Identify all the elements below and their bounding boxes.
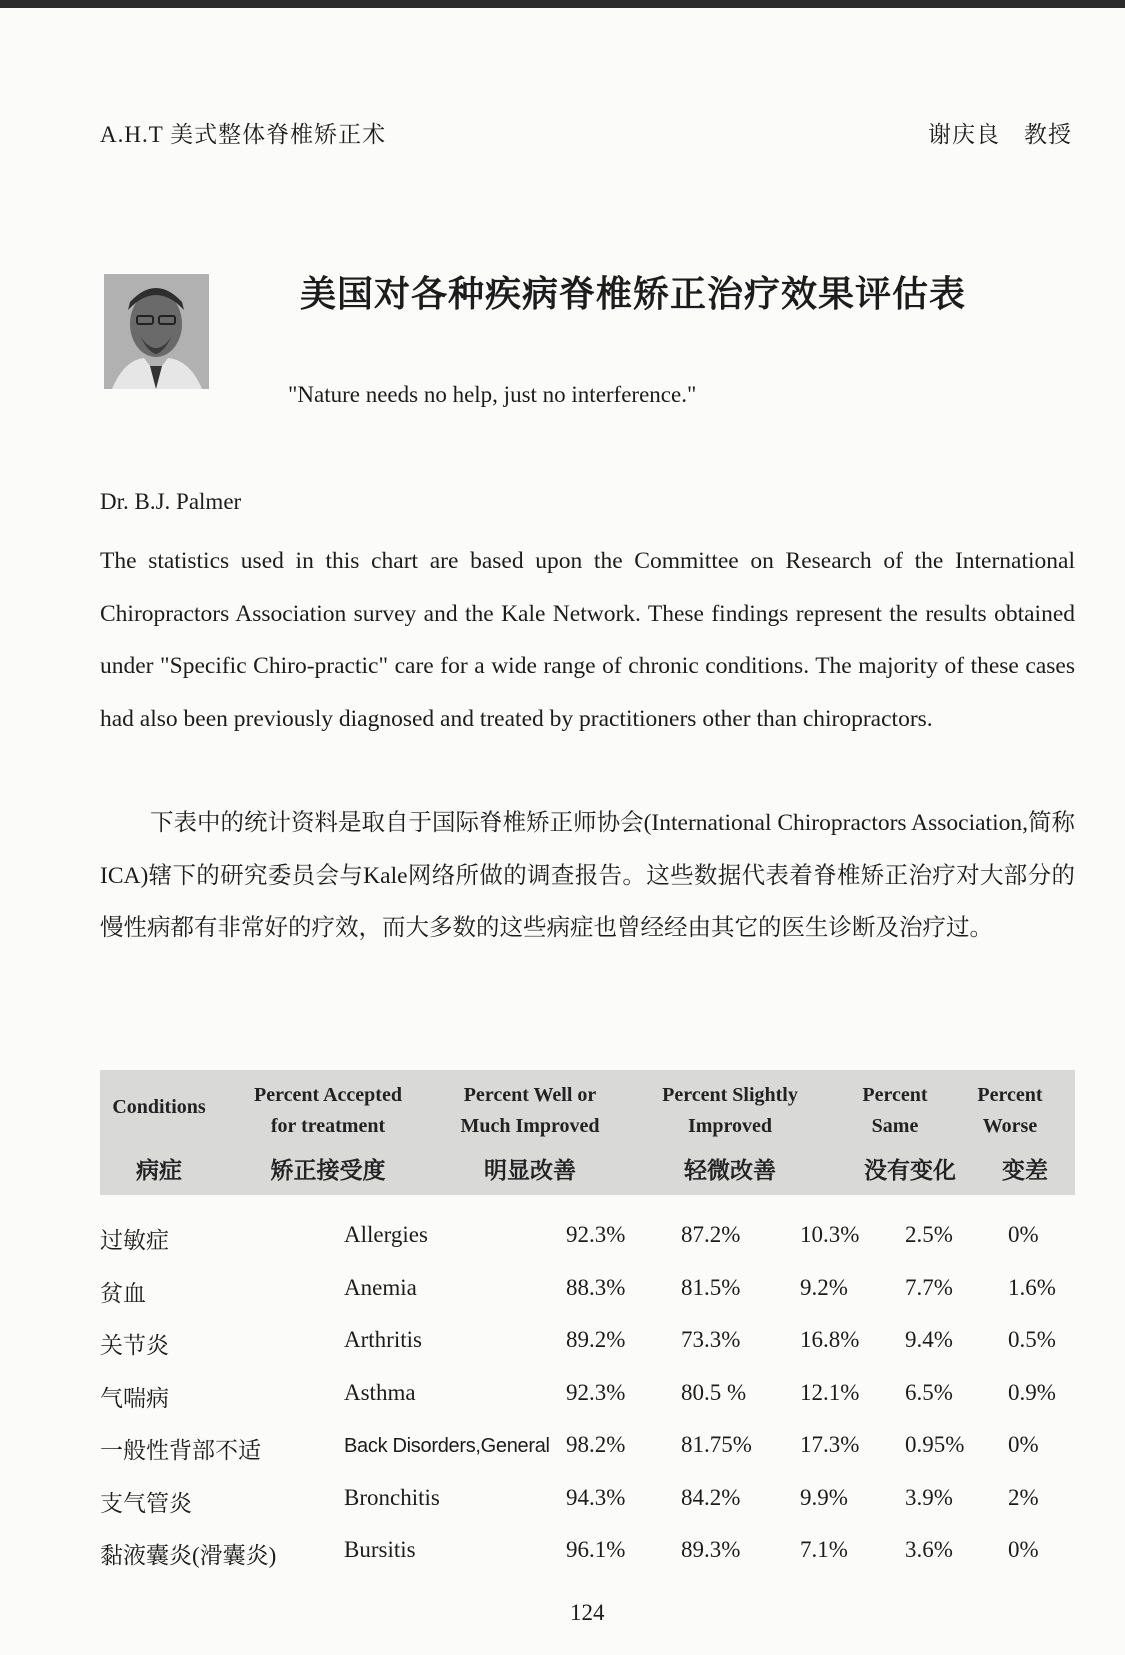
cell-accepted: 89.2%	[566, 1327, 626, 1352]
running-header-right: 谢庆良 教授	[928, 122, 1072, 147]
header-zh-same: 没有变化	[864, 1158, 956, 1183]
cell-slightly: 17.3%	[800, 1432, 860, 1457]
running-header-left: A.H.T 美式整体脊椎矫正术	[100, 122, 387, 147]
cell-condition-en: Bursitis	[344, 1537, 416, 1562]
cell-condition-en: Bronchitis	[344, 1485, 440, 1510]
cell-well: 81.75%	[681, 1432, 752, 1457]
cell-condition-en: Back Disorders,General	[344, 1435, 550, 1457]
header-zh-conditions: 病症	[136, 1158, 182, 1183]
header-en-line1: Percent Accepted	[254, 1084, 402, 1106]
header-zh-worse: 变差	[1002, 1158, 1048, 1183]
header-zh-well: 明显改善	[484, 1158, 576, 1183]
header-conditions	[100, 1092, 218, 1123]
page-number: 124	[570, 1600, 605, 1625]
cell-slightly: 12.1%	[800, 1380, 860, 1405]
cell-same: 3.6%	[905, 1537, 953, 1562]
header-zh-accepted: 矫正接受度	[270, 1158, 386, 1183]
cell-condition-en: Allergies	[344, 1222, 428, 1247]
header-en-line1: Conditions	[112, 1096, 206, 1118]
top-border	[0, 0, 1125, 8]
header-worse	[960, 1080, 1060, 1142]
table-row	[0, 1537, 1125, 1577]
header-en-line1: Percent Slightly	[662, 1084, 798, 1106]
header-en-line2: Much Improved	[460, 1115, 600, 1137]
cell-accepted: 98.2%	[566, 1432, 626, 1457]
cell-condition-en: Anemia	[344, 1275, 417, 1300]
cell-well: 84.2%	[681, 1485, 741, 1510]
cell-slightly: 9.9%	[800, 1485, 848, 1510]
cell-accepted: 92.3%	[566, 1222, 626, 1247]
header-same	[845, 1080, 945, 1142]
cell-same: 7.7%	[905, 1275, 953, 1300]
header-accepted	[228, 1080, 428, 1142]
header-en-line2: Worse	[982, 1115, 1038, 1137]
header-en-line2: for treatment	[270, 1115, 386, 1137]
header-en-line1: Percent	[862, 1084, 928, 1106]
page-title: 美国对各种疾病脊椎矫正治疗效果评估表	[300, 274, 967, 314]
cell-same: 6.5%	[905, 1380, 953, 1405]
table-row	[0, 1222, 1125, 1262]
cell-worse: 0%	[1008, 1222, 1039, 1247]
cell-accepted: 92.3%	[566, 1380, 626, 1405]
header-en-line2: Improved	[687, 1115, 773, 1137]
header-slightly	[635, 1080, 825, 1142]
cell-same: 9.4%	[905, 1327, 953, 1352]
portrait-photo	[104, 274, 209, 389]
cell-worse: 1.6%	[1008, 1275, 1056, 1300]
cell-condition-zh: 过敏症	[100, 1228, 169, 1253]
cell-worse: 0%	[1008, 1432, 1039, 1457]
cell-condition-zh: 气喘病	[100, 1386, 169, 1411]
cell-worse: 2%	[1008, 1485, 1039, 1510]
cell-condition-en: Asthma	[344, 1380, 416, 1405]
cell-accepted: 88.3%	[566, 1275, 626, 1300]
cell-well: 87.2%	[681, 1222, 741, 1247]
cell-well: 73.3%	[681, 1327, 741, 1352]
cell-well: 89.3%	[681, 1537, 741, 1562]
cell-worse: 0.5%	[1008, 1327, 1056, 1352]
cell-condition-zh: 支气管炎	[100, 1491, 192, 1516]
table-row	[0, 1432, 1125, 1472]
cell-condition-zh: 关节炎	[100, 1333, 169, 1358]
table-row	[0, 1275, 1125, 1315]
author: Dr. B.J. Palmer	[100, 489, 242, 514]
cell-condition-zh: 一般性背部不适	[100, 1438, 261, 1463]
cell-well: 81.5%	[681, 1275, 741, 1300]
paragraph-chinese: 下表中的统计资料是取自于国际脊椎矫正师协会(International Chiropractors Association,简称ICA)辖下的研究委员会与Kale网络所做的调查报告。这些数据代表着脊椎矫正治疗对大部分的慢性病都有非常好的疗效，而大多数的这些病症也曾经经由其它的医生诊断及治疗过。	[100, 810, 1075, 941]
header-zh-slightly: 轻微改善	[684, 1158, 776, 1183]
cell-same: 3.9%	[905, 1485, 953, 1510]
cell-same: 0.95%	[905, 1432, 965, 1457]
cell-condition-zh: 黏液囊炎(滑囊炎)	[100, 1543, 277, 1568]
cell-same: 2.5%	[905, 1222, 953, 1247]
header-en-line1: Percent	[977, 1084, 1043, 1106]
cell-slightly: 9.2%	[800, 1275, 848, 1300]
cell-slightly: 10.3%	[800, 1222, 860, 1247]
cell-accepted: 94.3%	[566, 1485, 626, 1510]
cell-slightly: 7.1%	[800, 1537, 848, 1562]
table-row	[0, 1380, 1125, 1420]
cell-slightly: 16.8%	[800, 1327, 860, 1352]
cell-worse: 0%	[1008, 1537, 1039, 1562]
paragraph-english: The statistics used in this chart are based upon the Committee on Research of the International Chiropractors Association survey and the Kale Network. These findings represent the results obtained under "Specific Chiro-practic" care for a wide range of chronic conditions. The majority of these cases had also been previously diagnosed and treated by practitioners other than chiropractors.	[100, 548, 1075, 732]
header-well	[435, 1080, 625, 1142]
table-row	[0, 1485, 1125, 1525]
cell-condition-zh: 贫血	[100, 1281, 146, 1306]
header-en-line1: Percent Well or	[463, 1084, 597, 1106]
table-header	[100, 1070, 1075, 1195]
table-row	[0, 1327, 1125, 1367]
quote: "Nature needs no help, just no interference."	[288, 382, 697, 407]
cell-worse: 0.9%	[1008, 1380, 1056, 1405]
header-en-line2: Same	[871, 1115, 919, 1137]
cell-well: 80.5 %	[681, 1380, 747, 1405]
cell-condition-en: Arthritis	[344, 1327, 422, 1352]
cell-accepted: 96.1%	[566, 1537, 626, 1562]
